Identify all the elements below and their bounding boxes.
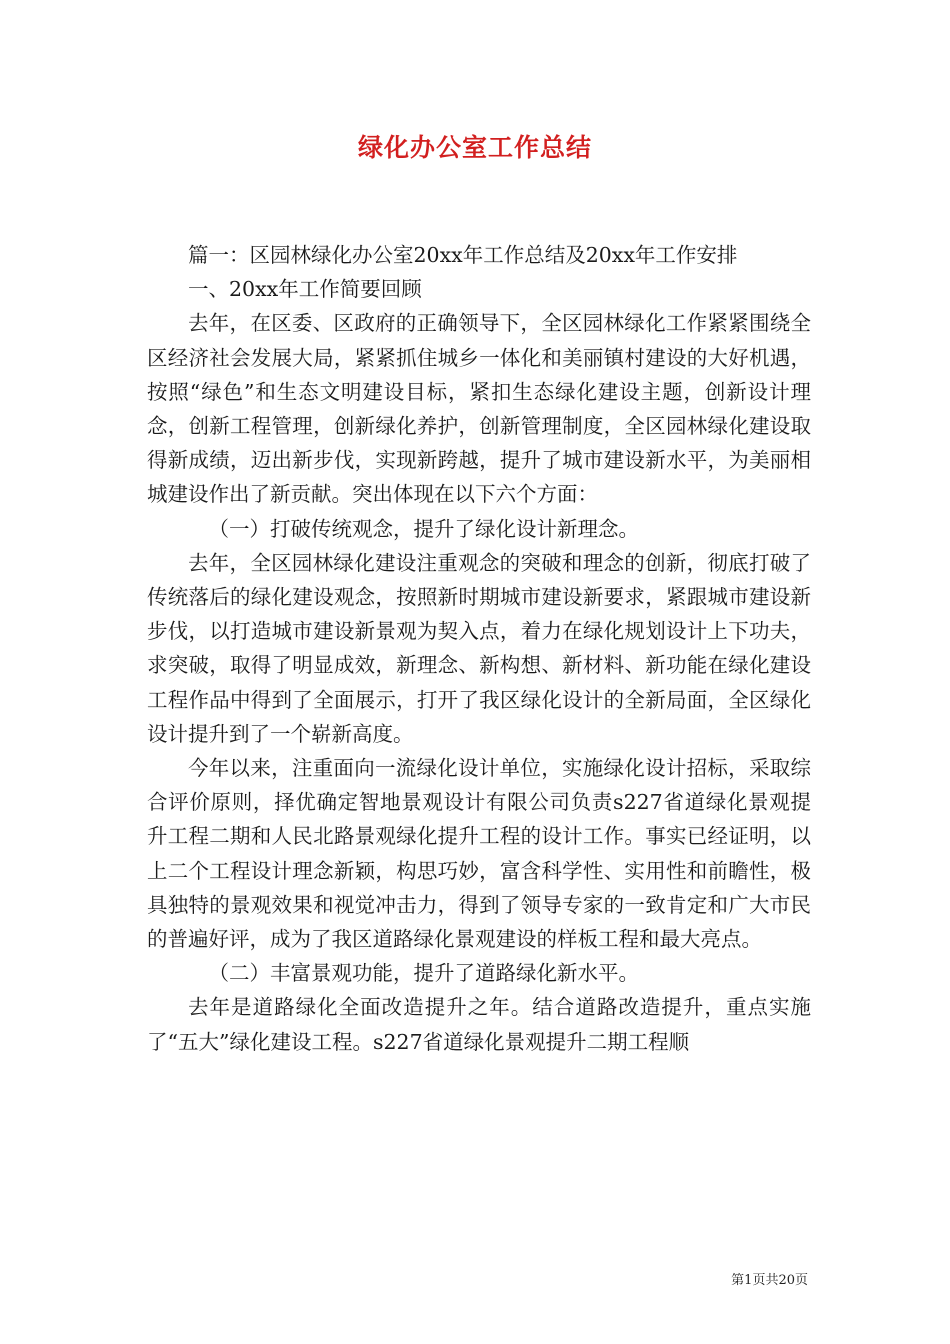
- section-heading: 篇一：区园林绿化办公室20xx年工作总结及20xx年工作安排: [188, 243, 738, 267]
- body-paragraph: 去年，全区园林绿化建设注重观念的突破和理念的创新，彻底打破了传统落后的绿化建设观念，按照新时期城市建设新要求，紧跟城市建设新步伐，以打造城市建设新景观为契入点，着力在绿化规划设计上下功夫，求突破，取得了明显成效，新理念、新构想、新材料、新功能在绿化建设工程作品中得到了全面展示，打开了我区绿化设计的全新局面，全区绿化设计提升到了一个崭新高度。: [147, 550, 811, 746]
- page-number: 第1页共20页: [731, 1273, 808, 1288]
- point-heading: （一）打破传统观念，提升了绿化设计新理念。: [208, 516, 639, 541]
- body-paragraph: 去年是道路绿化全面改造提升之年。结合道路改造提升，重点实施了“五大”绿化建设工程。s227省道绿化景观提升二期工程顺: [147, 995, 811, 1054]
- point-heading: （二）丰富景观功能，提升了道路绿化新水平。: [208, 961, 639, 986]
- document-title: 绿化办公室工作总结: [357, 133, 592, 162]
- subsection-heading: 一、20xx年工作简要回顾: [188, 277, 422, 302]
- body-paragraph: 去年，在区委、区政府的正确领导下，全区园林绿化工作紧紧围绕全区经济社会发展大局，紧紧抓住城乡一体化和美丽镇村建设的大好机遇，按照“绿色”和生态文明建设目标，紧扣生态绿化建设主题，创新设计理念，创新工程管理，创新绿化养护，创新管理制度，全区园林绿化建设取得新成绩，迈出新步伐，实现新跨越，提升了城市建设新水平，为美丽相城建设作出了新贡献。突出体现在以下六个方面：: [147, 311, 811, 507]
- body-paragraph: 今年以来，注重面向一流绿化设计单位，实施绿化设计招标，采取综合评价原则，择优确定智地景观设计有限公司负责s227省道绿化景观提升工程二期和人民北路景观绿化提升工程的设计工作。事实已经证明，以上二个工程设计理念新颖，构思巧妙，富含科学性、实用性和前瞻性，极具独特的景观效果和视觉冲击力，得到了领导专家的一致肯定和广大市民的普遍好评，成为了我区道路绿化景观建设的样板工程和最大亮点。: [147, 756, 811, 952]
- document-body: [147, 238, 811, 1059]
